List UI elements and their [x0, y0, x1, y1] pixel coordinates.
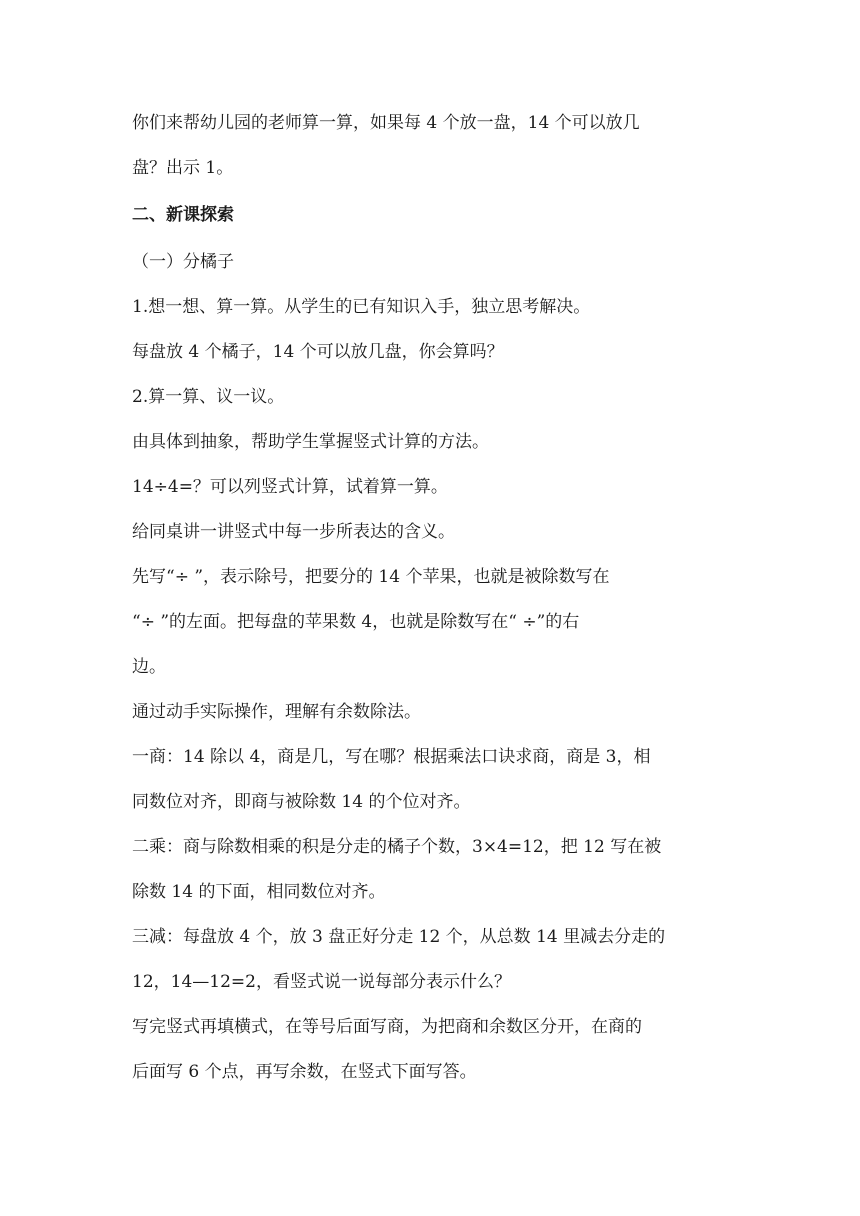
paragraph-line: 每盘放 4 个橘子，14 个可以放几盘，你会算吗？	[132, 342, 504, 362]
paragraph-line: 除数 14 的下面，相同数位对齐。	[132, 882, 386, 902]
paragraph-line: 边。	[132, 657, 166, 677]
paragraph-line: “÷ ”的左面。把每盘的苹果数 4，也就是除数写在“ ÷”的右	[132, 612, 580, 632]
paragraph-line: 由具体到抽象，帮助学生掌握竖式计算的方法。	[132, 432, 489, 452]
paragraph-line: 给同桌讲一讲竖式中每一步所表达的含义。	[132, 522, 455, 542]
paragraph-line: 同数位对齐，即商与被除数 14 的个位对齐。	[132, 792, 471, 812]
paragraph-line: 14÷4=？可以列竖式计算，试着算一算。	[132, 477, 448, 497]
paragraph-line: 通过动手实际操作，理解有余数除法。	[132, 702, 421, 722]
paragraph-line: 2.算一算、议一议。	[132, 387, 285, 407]
subsection-heading: （一）分橘子	[132, 252, 234, 272]
paragraph-line: 写完竖式再填横式，在等号后面写商，为把商和余数区分开，在商的	[132, 1017, 642, 1037]
paragraph-line: 你们来帮幼儿园的老师算一算，如果每 4 个放一盘，14 个可以放几	[132, 113, 640, 133]
paragraph-line: 二乘：商与除数相乘的积是分走的橘子个数，3×4=12，把 12 写在被	[132, 837, 662, 857]
paragraph-line: 先写“÷ ”，表示除号，把要分的 14 个苹果，也就是被除数写在	[132, 567, 610, 587]
paragraph-line: 三减：每盘放 4 个，放 3 盘正好分走 12 个，从总数 14 里减去分走的	[132, 927, 666, 947]
paragraph-line: 一商：14 除以 4，商是几，写在哪？根据乘法口诀求商，商是 3，相	[132, 747, 651, 767]
paragraph-line: 后面写 6 个点，再写余数，在竖式下面写答。	[132, 1062, 477, 1082]
paragraph-line: 12，14—12=2，看竖式说一说每部分表示什么？	[132, 972, 511, 992]
paragraph-line: 盘？出示 1。	[132, 158, 234, 178]
paragraph-line: 1.想一想、算一算。从学生的已有知识入手，独立思考解决。	[132, 297, 591, 317]
section-heading: 二、新课探索	[132, 205, 234, 225]
